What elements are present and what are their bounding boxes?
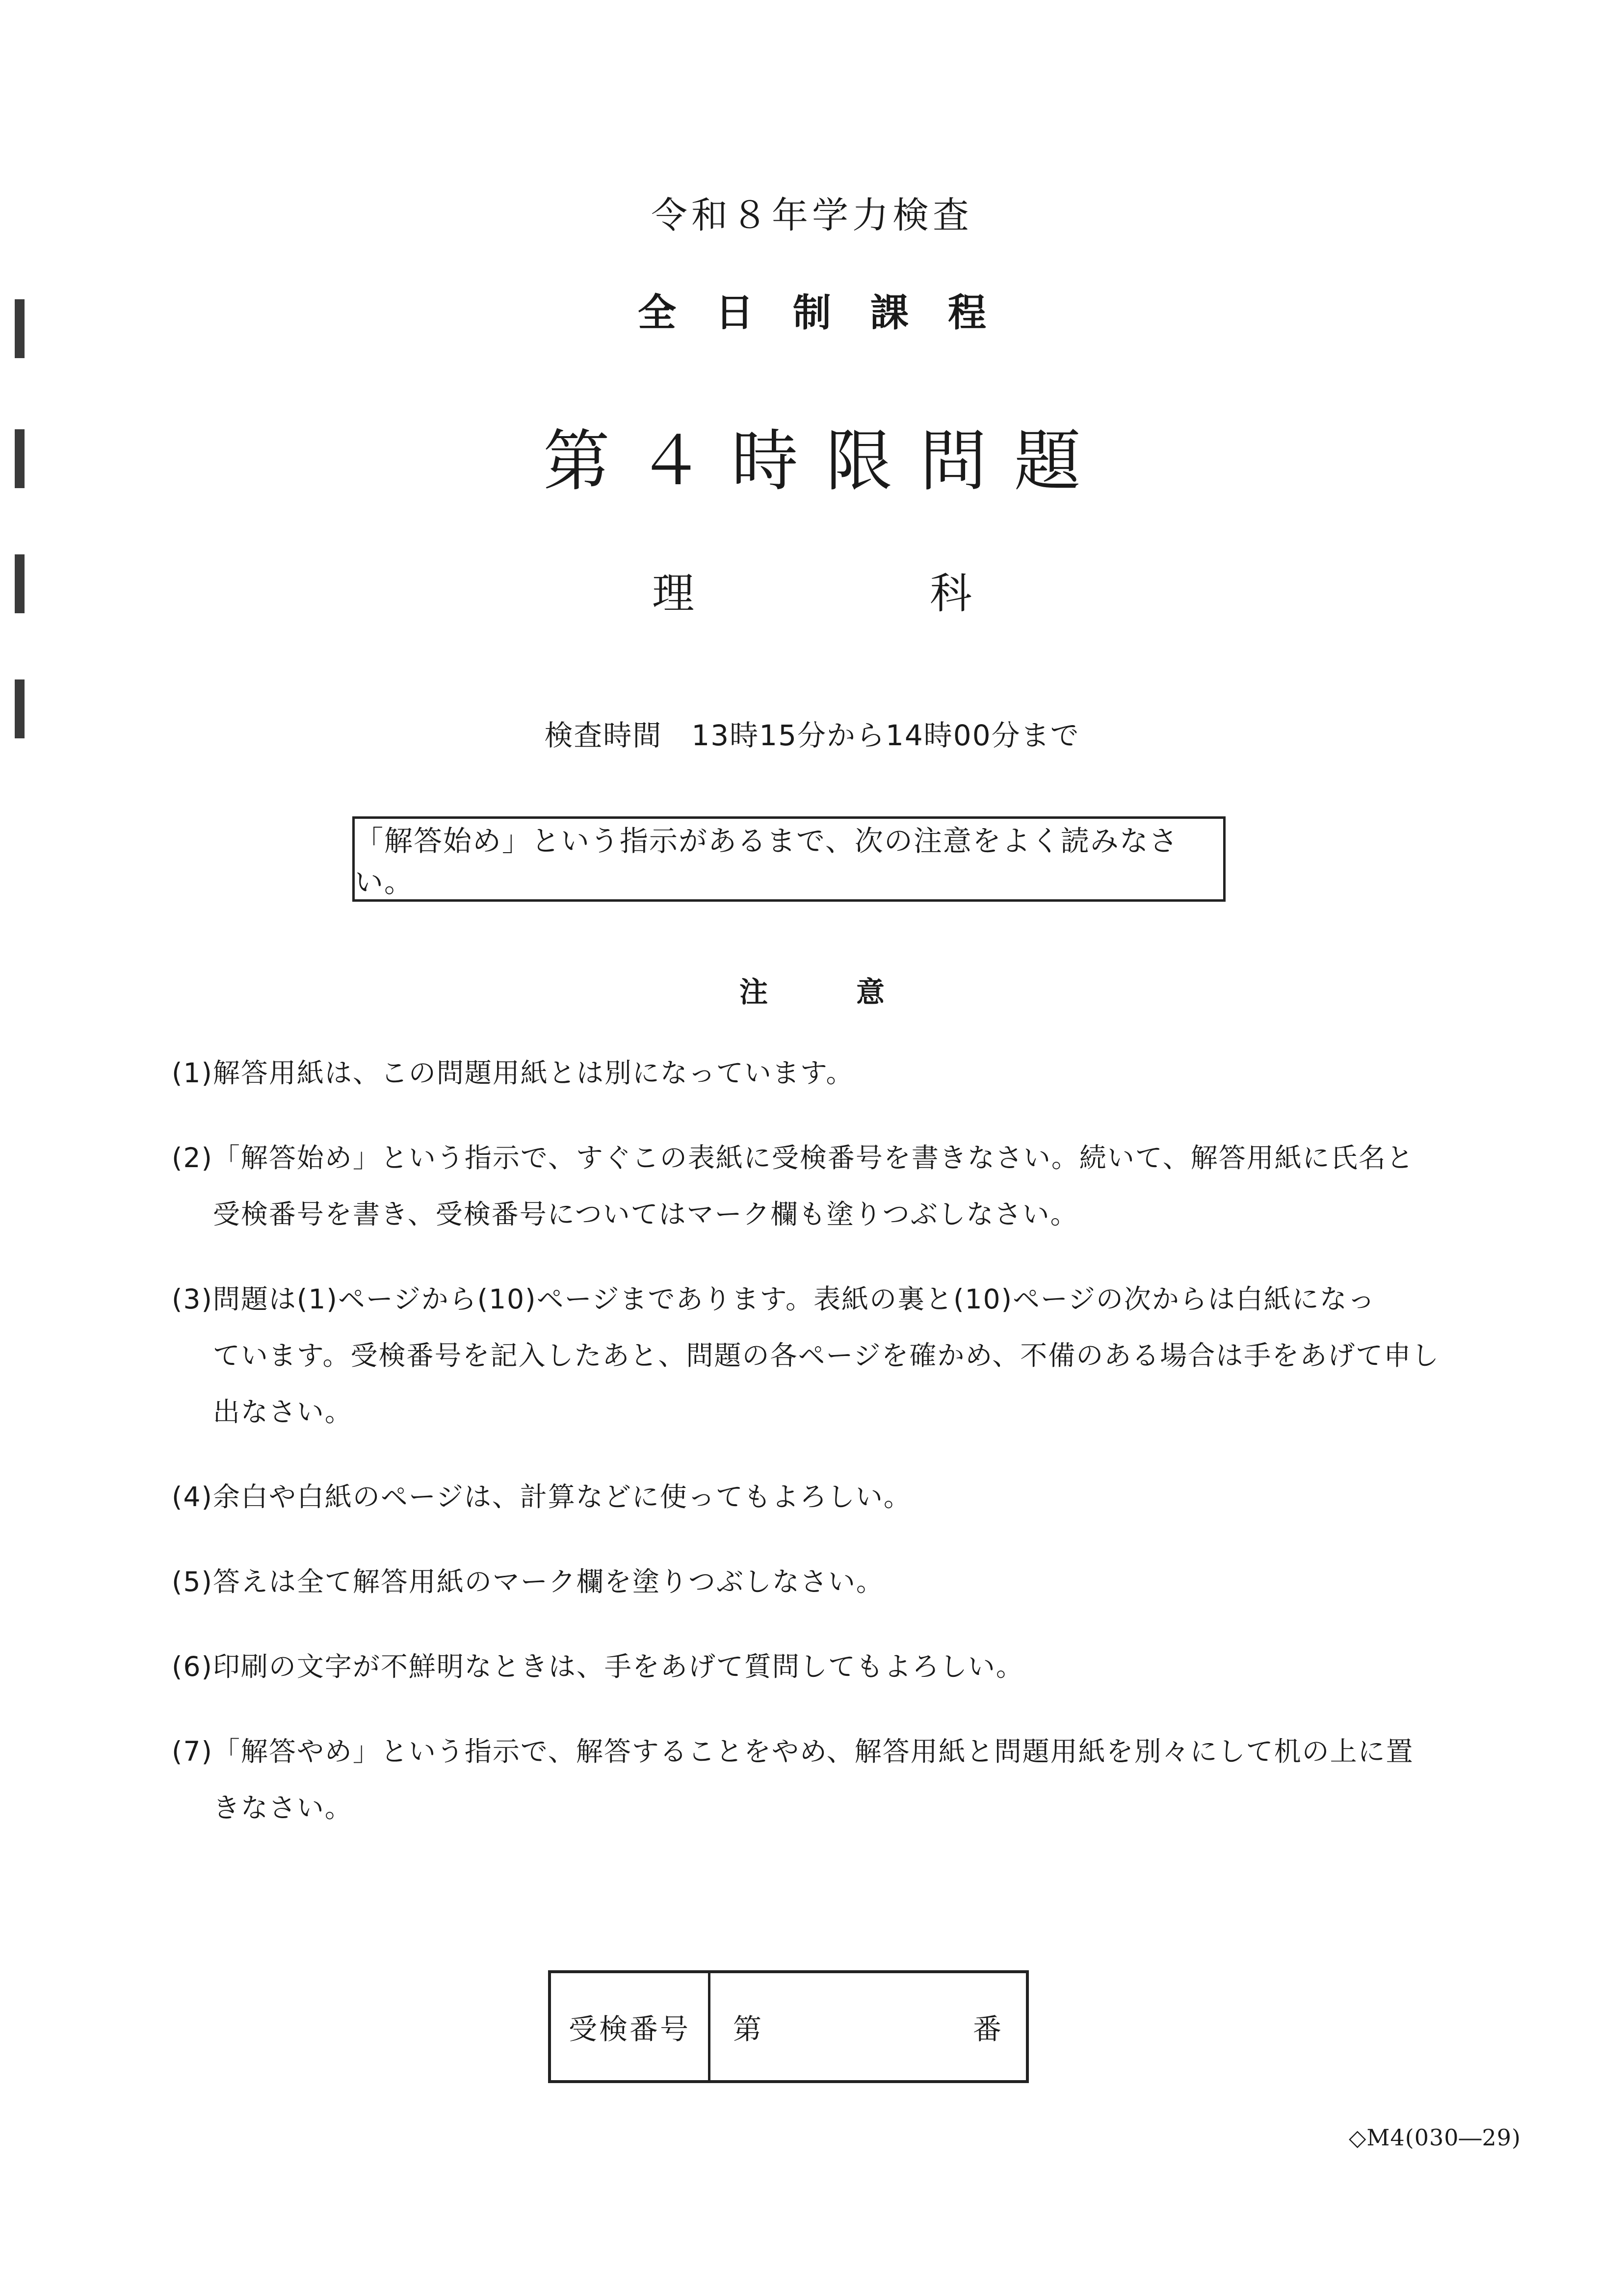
period-title: 第４時限問題 [543,423,1108,500]
note-line: 出なさい。 [212,1396,353,1428]
note-line: 問題は(1)ページから(10)ページまであります。表紙の裏と(10)ページの次からは白紙になっ [212,1283,1376,1315]
note-item [172,1130,1447,1243]
note-line: 「解答始め」という指示で、すぐこの表紙に受検番号を書きなさい。続いて、解答用紙に氏名と [212,1142,1414,1174]
subject-char-right: 科 [930,569,972,618]
note-line: 「解答やめ」という指示で、解答することをやめ、解答用紙と問題用紙を別々にして机の上に置 [212,1736,1414,1767]
examinee-number-suffix: 番 [972,2012,1001,2046]
note-number: (5) [172,1566,213,1597]
examinee-number-field[interactable] [710,1973,1026,2080]
note-line: 解答用紙は、この問題用紙とは別になっています。 [212,1057,854,1089]
note-text [213,1554,1447,1610]
note-text [213,1469,1447,1525]
instruction-text: 「解答始め」という指示があるまで、次の注意をよく読みなさい。 [355,824,1179,899]
note-line: 余白や白紙のページは、計算などに使ってもよろしい。 [212,1481,912,1513]
note-item [172,1469,1447,1525]
note-item [172,1723,1447,1836]
note-text [213,1271,1447,1440]
note-number: (6) [172,1651,213,1682]
note-item [172,1554,1447,1610]
note-item [172,1639,1447,1695]
caution-heading: 注意 [739,975,973,1009]
note-item [172,1045,1447,1101]
exam-year-title: 令和８年学力検査 [651,194,973,236]
examinee-number-prefix: 第 [733,2012,762,2046]
note-number: (3) [172,1283,213,1315]
note-number: (7) [172,1736,213,1767]
note-line: 答えは全て解答用紙のマーク欄を塗りつぶしなさい。 [212,1566,884,1597]
course-title: 全日制課程 [637,291,1025,335]
note-line: 印刷の文字が不鮮明なときは、手をあげて質問してもよろしい。 [212,1651,1024,1682]
exam-time: 検査時間 13時15分から14時00分まで [544,719,1080,752]
note-text [213,1130,1447,1243]
examinee-number-box [548,1970,1029,2083]
subject-title [0,559,1624,620]
note-number: (4) [172,1481,213,1513]
note-number: (1) [172,1057,213,1089]
note-number: (2) [172,1142,213,1174]
note-line: ています。受検番号を記入したあと、問題の各ページを確かめ、不備のある場合は手をあげて申し [212,1340,1440,1371]
note-line: きなさい。 [212,1792,353,1824]
instruction-box [352,816,1226,902]
note-text [213,1045,1447,1101]
notes-list [172,1045,1447,1865]
note-line: 受検番号を書き、受検番号についてはマーク欄も塗りつぶしなさい。 [212,1199,1078,1230]
note-item [172,1271,1447,1440]
note-text [213,1723,1447,1836]
examinee-number-label: 受検番号 [551,1973,710,2080]
subject-char-left: 理 [652,569,694,618]
form-code: ◇M4(030―29) [1349,2124,1521,2151]
note-text [213,1639,1447,1695]
